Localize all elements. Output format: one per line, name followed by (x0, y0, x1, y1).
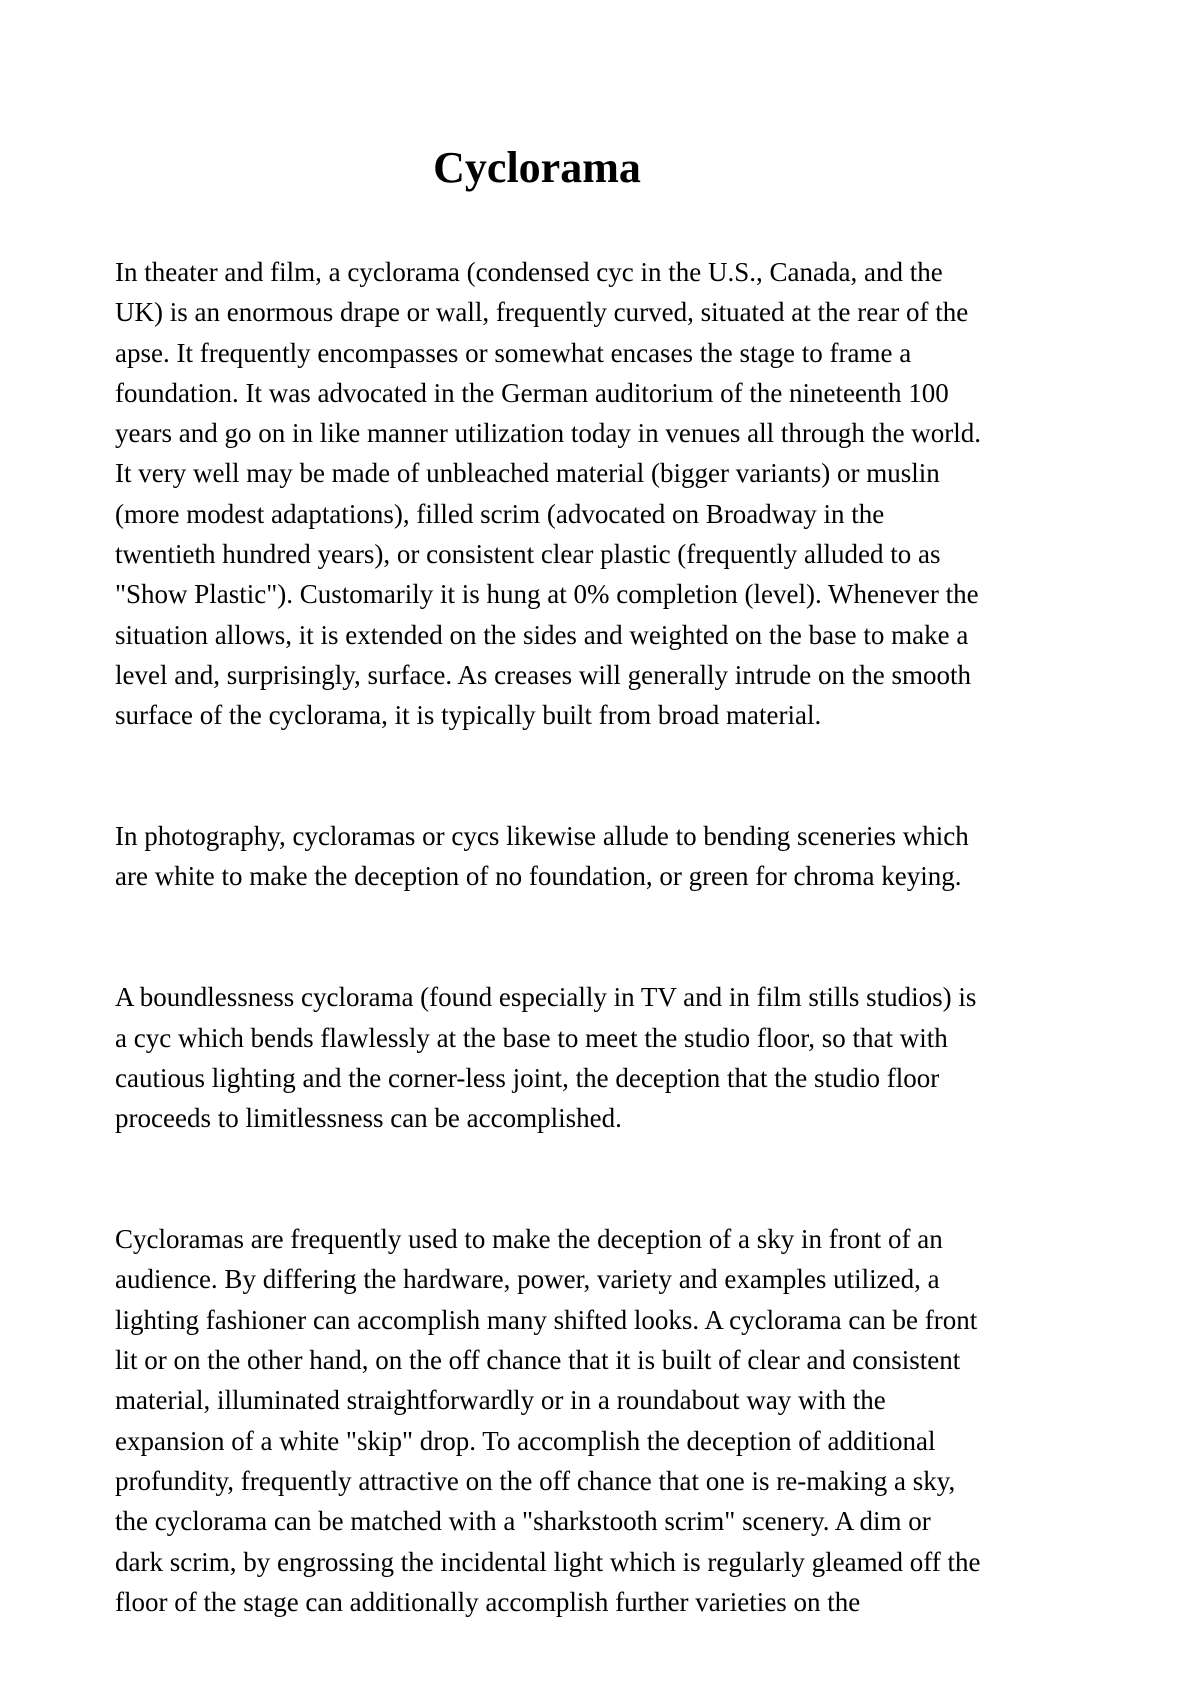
text-line: apse. It frequently encompasses or somewhat encases the stage to frame a (115, 337, 912, 368)
text-line: expansion of a white "skip" drop. To accomplish the deception of additional (115, 1425, 936, 1456)
text-line: In photography, cycloramas or cycs likewise allude to bending sceneries which (115, 821, 969, 852)
text-line: In theater and film, a cyclorama (condensed cyc in the U.S., Canada, and the (115, 257, 943, 287)
text-line: "Show Plastic"). Customarily it is hung at 0% completion (level). Whenever the (115, 579, 979, 610)
text-line: proceeds to limitlessness can be accomplished. (115, 1103, 622, 1134)
text-line: foundation. It was advocated in the German auditorium of the nineteenth 100 (115, 377, 949, 408)
text-line: Cycloramas are frequently used to make the deception of a sky in front of an (115, 1224, 943, 1255)
text-line: (more modest adaptations), filled scrim (advocated on Broadway in the (115, 498, 885, 529)
text-line: profundity, frequently attractive on the off chance that one is re-making a sky, (115, 1465, 956, 1496)
text-line: cautious lighting and the corner-less joint, the deception that the studio floor (115, 1062, 940, 1093)
document-body (115, 252, 1115, 1622)
text-line: lighting fashioner can accomplish many shifted looks. A cyclorama can be front (115, 1304, 978, 1335)
text-line: are white to make the deception of no foundation, or green for chroma keying. (115, 861, 962, 892)
text-line: It very well may be made of unbleached material (bigger variants) or muslin (115, 458, 940, 489)
text-line: lit or on the other hand, on the off chance that it is built of clear and consistent (115, 1345, 961, 1376)
text-line: floor of the stage can additionally accomplish further varieties on the (115, 1586, 861, 1617)
text-line: audience. By differing the hardware, power, variety and examples utilized, a (115, 1264, 940, 1295)
text-line: situation allows, it is extended on the sides and weighted on the base to make a (115, 619, 969, 650)
text-line: a cyc which bends flawlessly at the base to meet the studio floor, so that with (115, 1022, 948, 1053)
text-line: UK) is an enormous drape or wall, frequently curved, situated at the rear of the (115, 297, 969, 328)
text-line: twentieth hundred years), or consistent clear plastic (frequently alluded to as (115, 539, 941, 570)
paragraph-sky-effects (115, 1219, 1115, 1622)
text-line: material, illuminated straightforwardly or in a roundabout way with the (115, 1385, 886, 1416)
text-line: surface of the cyclorama, it is typically built from broad material. (115, 700, 822, 731)
text-line: years and go on in like manner utilization today in venues all through the world. (115, 418, 982, 449)
text-line: A boundlessness cyclorama (found especially in TV and in film stills studios) is (115, 982, 977, 1013)
paragraph-theater (115, 252, 1115, 736)
text-line: the cyclorama can be matched with a "sharkstooth scrim" scenery. A dim or (115, 1506, 931, 1537)
document-title: Cyclorama (433, 143, 641, 192)
text-line: level and, surprisingly, surface. As creases will generally intrude on the smooth (115, 659, 972, 690)
paragraph-infinity-cyclorama (115, 977, 1115, 1138)
text-line: dark scrim, by engrossing the incidental light which is regularly gleamed off the (115, 1546, 981, 1577)
paragraph-photography (115, 816, 1115, 897)
